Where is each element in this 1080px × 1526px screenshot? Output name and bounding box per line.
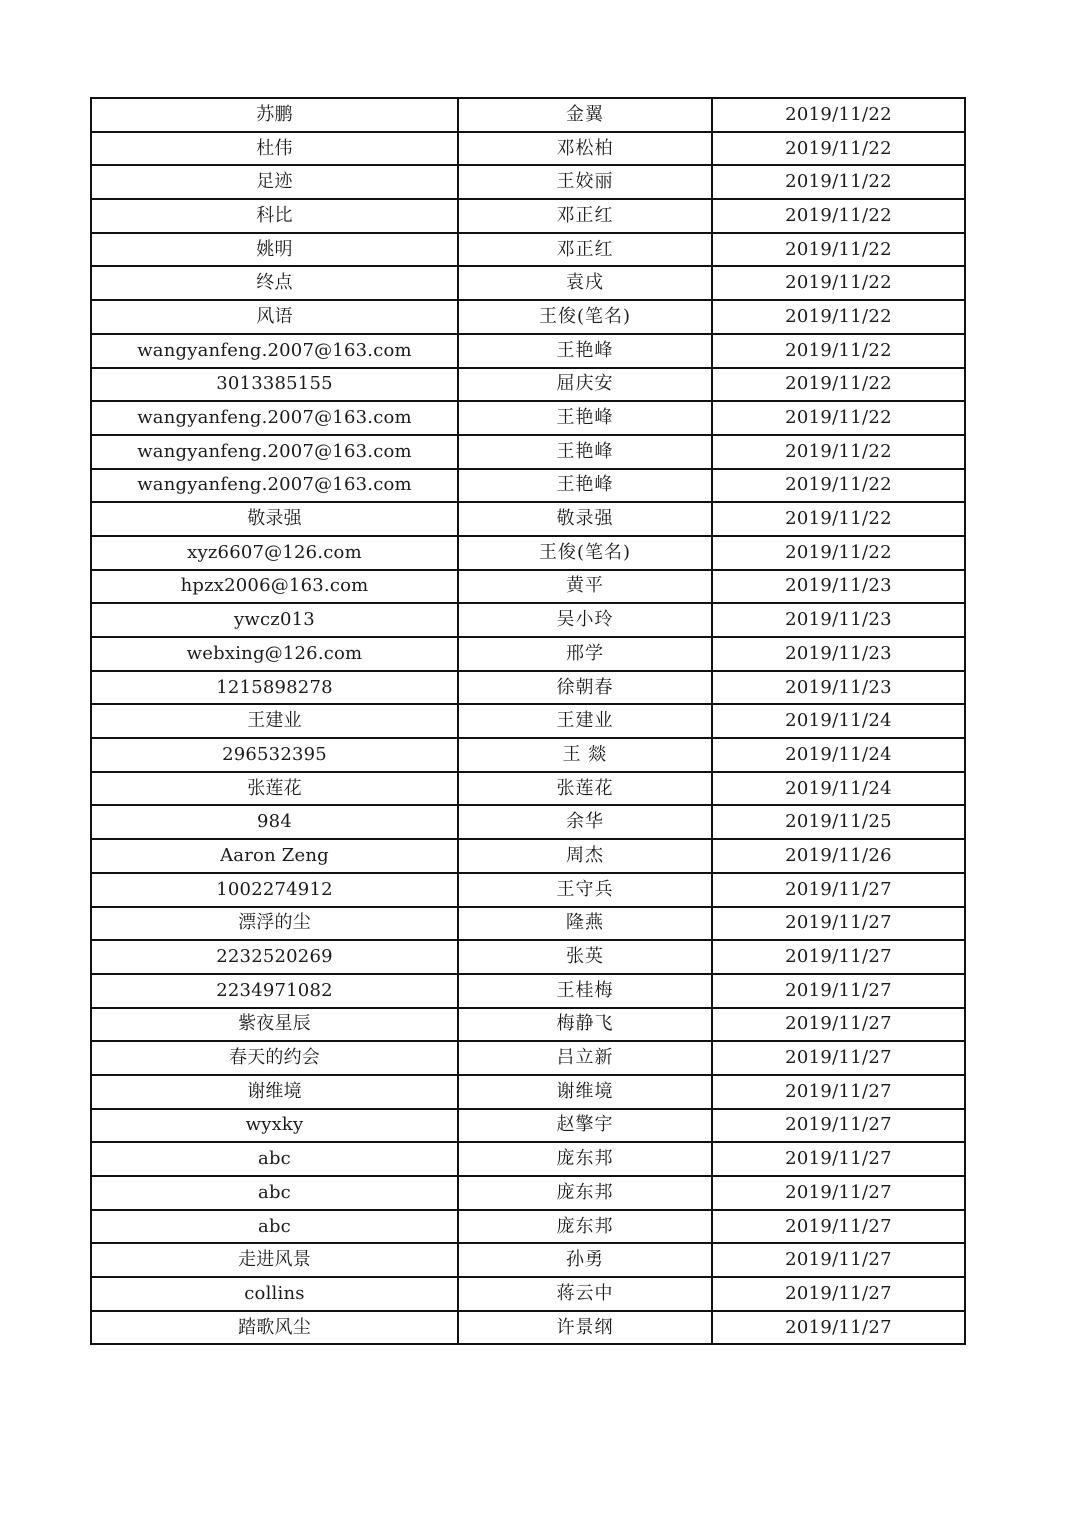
cell-date: 2019/11/22 <box>712 334 965 368</box>
cell-real-name: 赵擎宇 <box>458 1109 712 1143</box>
cell-username: Aaron Zeng <box>91 839 458 873</box>
cell-username: 2232520269 <box>91 940 458 974</box>
cell-date: 2019/11/24 <box>712 772 965 806</box>
cell-date: 2019/11/27 <box>712 1075 965 1109</box>
cell-username: 杜伟 <box>91 132 458 166</box>
table-row <box>91 1075 965 1109</box>
cell-date: 2019/11/27 <box>712 1142 965 1176</box>
cell-real-name: 黄平 <box>458 570 712 604</box>
cell-real-name: 王建业 <box>458 704 712 738</box>
cell-date: 2019/11/25 <box>712 805 965 839</box>
cell-real-name: 张英 <box>458 940 712 974</box>
cell-username: wangyanfeng.2007@163.com <box>91 435 458 469</box>
table-row <box>91 1176 965 1210</box>
cell-date: 2019/11/27 <box>712 1008 965 1042</box>
cell-date: 2019/11/22 <box>712 199 965 233</box>
cell-username: xyz6607@126.com <box>91 536 458 570</box>
cell-date: 2019/11/23 <box>712 570 965 604</box>
records-table <box>90 97 966 1345</box>
table-row <box>91 1041 965 1075</box>
cell-date: 2019/11/27 <box>712 1311 965 1345</box>
cell-real-name: 隆燕 <box>458 907 712 941</box>
cell-date: 2019/11/22 <box>712 98 965 132</box>
cell-real-name: 庞东邦 <box>458 1210 712 1244</box>
cell-real-name: 余华 <box>458 805 712 839</box>
cell-real-name: 邓正红 <box>458 233 712 267</box>
cell-date: 2019/11/27 <box>712 873 965 907</box>
cell-username: 走进风景 <box>91 1243 458 1277</box>
cell-date: 2019/11/23 <box>712 603 965 637</box>
cell-date: 2019/11/22 <box>712 536 965 570</box>
table-row <box>91 1311 965 1345</box>
cell-username: 张莲花 <box>91 772 458 806</box>
cell-date: 2019/11/23 <box>712 637 965 671</box>
cell-real-name: 王艳峰 <box>458 401 712 435</box>
table-row <box>91 637 965 671</box>
cell-real-name: 邢学 <box>458 637 712 671</box>
table-row <box>91 1142 965 1176</box>
cell-real-name: 邓松柏 <box>458 132 712 166</box>
cell-date: 2019/11/23 <box>712 671 965 705</box>
table-row <box>91 502 965 536</box>
table-row <box>91 368 965 402</box>
table-row <box>91 266 965 300</box>
cell-username: 姚明 <box>91 233 458 267</box>
cell-real-name: 徐朝春 <box>458 671 712 705</box>
cell-real-name: 周杰 <box>458 839 712 873</box>
table-row <box>91 738 965 772</box>
cell-real-name: 谢维境 <box>458 1075 712 1109</box>
cell-username: 3013385155 <box>91 368 458 402</box>
cell-date: 2019/11/24 <box>712 704 965 738</box>
cell-username: 谢维境 <box>91 1075 458 1109</box>
cell-username: abc <box>91 1176 458 1210</box>
table-row <box>91 334 965 368</box>
cell-real-name: 金翼 <box>458 98 712 132</box>
table-row <box>91 469 965 503</box>
table-row <box>91 974 965 1008</box>
cell-date: 2019/11/27 <box>712 1243 965 1277</box>
cell-real-name: 许景纲 <box>458 1311 712 1345</box>
cell-date: 2019/11/22 <box>712 502 965 536</box>
cell-username: 296532395 <box>91 738 458 772</box>
cell-date: 2019/11/26 <box>712 839 965 873</box>
cell-date: 2019/11/27 <box>712 1277 965 1311</box>
cell-username: 踏歌风尘 <box>91 1311 458 1345</box>
table-row <box>91 873 965 907</box>
cell-username: webxing@126.com <box>91 637 458 671</box>
cell-real-name: 王守兵 <box>458 873 712 907</box>
cell-real-name: 王艳峰 <box>458 469 712 503</box>
cell-date: 2019/11/22 <box>712 266 965 300</box>
table-row <box>91 199 965 233</box>
cell-username: wangyanfeng.2007@163.com <box>91 334 458 368</box>
table-row <box>91 401 965 435</box>
table-row <box>91 603 965 637</box>
cell-username: 春天的约会 <box>91 1041 458 1075</box>
cell-real-name: 吕立新 <box>458 1041 712 1075</box>
cell-username: 苏鹏 <box>91 98 458 132</box>
cell-real-name: 王俊(笔名) <box>458 300 712 334</box>
table-row <box>91 132 965 166</box>
cell-date: 2019/11/27 <box>712 1041 965 1075</box>
cell-date: 2019/11/22 <box>712 165 965 199</box>
table-row <box>91 1277 965 1311</box>
cell-real-name: 王俊(笔名) <box>458 536 712 570</box>
cell-real-name: 孙勇 <box>458 1243 712 1277</box>
cell-date: 2019/11/27 <box>712 1210 965 1244</box>
cell-username: 科比 <box>91 199 458 233</box>
cell-date: 2019/11/27 <box>712 974 965 1008</box>
cell-username: wangyanfeng.2007@163.com <box>91 469 458 503</box>
cell-username: abc <box>91 1210 458 1244</box>
table-row <box>91 704 965 738</box>
cell-real-name: 王姣丽 <box>458 165 712 199</box>
cell-date: 2019/11/27 <box>712 907 965 941</box>
cell-username: collins <box>91 1277 458 1311</box>
cell-real-name: 王艳峰 <box>458 334 712 368</box>
cell-username: 王建业 <box>91 704 458 738</box>
cell-real-name: 庞东邦 <box>458 1142 712 1176</box>
table-row <box>91 570 965 604</box>
cell-real-name: 梅静飞 <box>458 1008 712 1042</box>
cell-date: 2019/11/22 <box>712 132 965 166</box>
document-page <box>90 97 964 1345</box>
cell-real-name: 王 燚 <box>458 738 712 772</box>
cell-username: 1215898278 <box>91 671 458 705</box>
cell-real-name: 张莲花 <box>458 772 712 806</box>
cell-date: 2019/11/22 <box>712 233 965 267</box>
cell-real-name: 邓正红 <box>458 199 712 233</box>
cell-real-name: 屈庆安 <box>458 368 712 402</box>
table-row <box>91 907 965 941</box>
cell-date: 2019/11/27 <box>712 1109 965 1143</box>
cell-username: ywcz013 <box>91 603 458 637</box>
cell-username: wangyanfeng.2007@163.com <box>91 401 458 435</box>
table-row <box>91 1008 965 1042</box>
cell-username: 984 <box>91 805 458 839</box>
cell-real-name: 庞东邦 <box>458 1176 712 1210</box>
table-row <box>91 300 965 334</box>
cell-date: 2019/11/27 <box>712 940 965 974</box>
table-row <box>91 1210 965 1244</box>
cell-username: 1002274912 <box>91 873 458 907</box>
cell-date: 2019/11/24 <box>712 738 965 772</box>
cell-username: 紫夜星辰 <box>91 1008 458 1042</box>
cell-date: 2019/11/22 <box>712 469 965 503</box>
cell-date: 2019/11/22 <box>712 435 965 469</box>
cell-username: abc <box>91 1142 458 1176</box>
table-row <box>91 671 965 705</box>
cell-real-name: 袁戌 <box>458 266 712 300</box>
table-row <box>91 772 965 806</box>
table-row <box>91 165 965 199</box>
cell-real-name: 蒋云中 <box>458 1277 712 1311</box>
table-row <box>91 98 965 132</box>
cell-real-name: 吴小玲 <box>458 603 712 637</box>
cell-username: 2234971082 <box>91 974 458 1008</box>
table-row <box>91 805 965 839</box>
cell-username: 终点 <box>91 266 458 300</box>
cell-username: 足迹 <box>91 165 458 199</box>
cell-username: hpzx2006@163.com <box>91 570 458 604</box>
records-table-body <box>91 98 965 1344</box>
cell-real-name: 王艳峰 <box>458 435 712 469</box>
cell-real-name: 王桂梅 <box>458 974 712 1008</box>
table-row <box>91 839 965 873</box>
table-row <box>91 940 965 974</box>
table-row <box>91 435 965 469</box>
cell-username: 风语 <box>91 300 458 334</box>
cell-username: 漂浮的尘 <box>91 907 458 941</box>
cell-date: 2019/11/22 <box>712 401 965 435</box>
cell-date: 2019/11/22 <box>712 300 965 334</box>
cell-real-name: 敬录强 <box>458 502 712 536</box>
table-row <box>91 536 965 570</box>
cell-date: 2019/11/22 <box>712 368 965 402</box>
cell-username: 敬录强 <box>91 502 458 536</box>
table-row <box>91 1243 965 1277</box>
cell-username: wyxky <box>91 1109 458 1143</box>
table-row <box>91 1109 965 1143</box>
cell-date: 2019/11/27 <box>712 1176 965 1210</box>
table-row <box>91 233 965 267</box>
